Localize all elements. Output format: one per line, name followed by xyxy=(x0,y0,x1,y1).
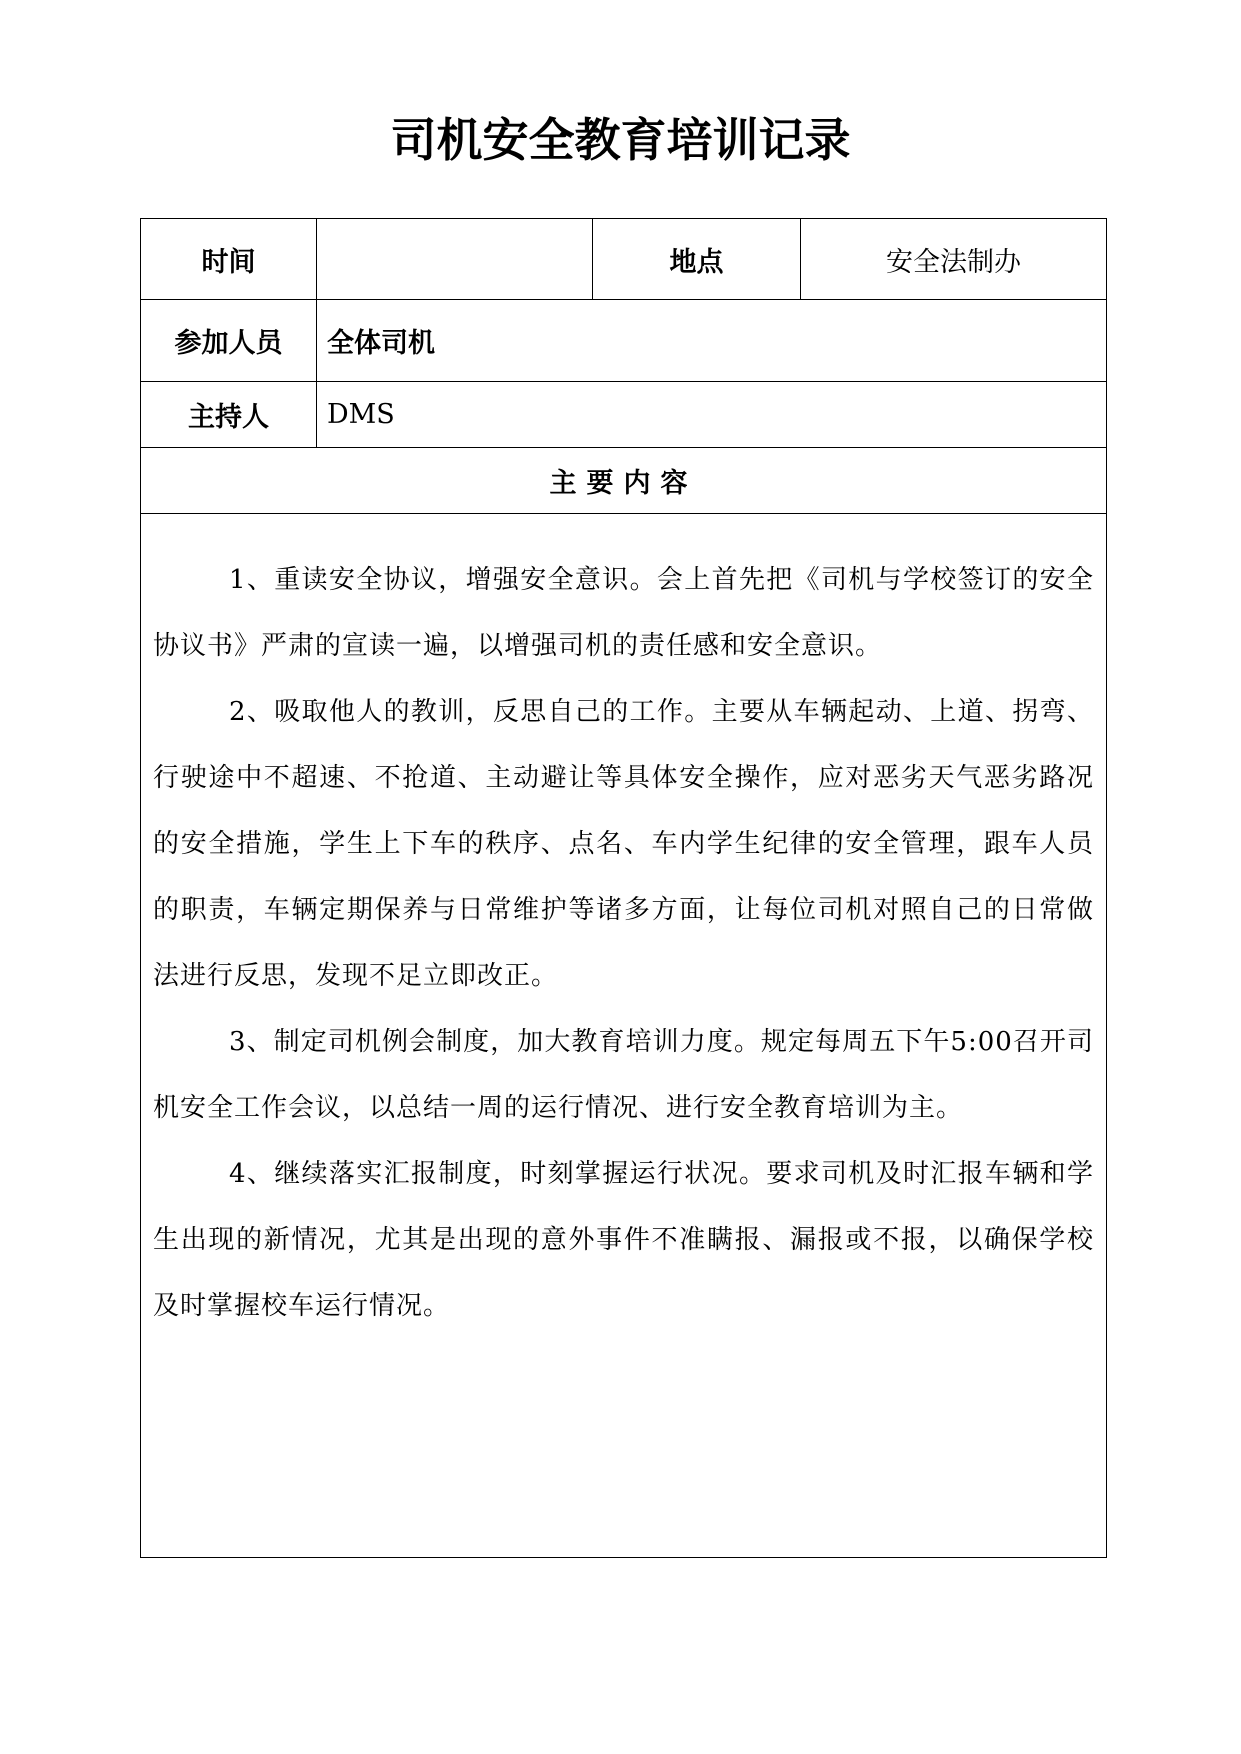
training-record-table xyxy=(140,218,1107,1558)
paragraph-1: 1、重读安全协议，增强安全意识。会上首先把《司机与学校签订的安全协议书》严肃的宣读一遍，以增强司机的责任感和安全意识。 xyxy=(153,565,1094,661)
host-value: DMS xyxy=(317,382,1107,448)
time-value xyxy=(317,219,593,300)
paragraph-2: 2、吸取他人的教训，反思自己的工作。主要从车辆起动、上道、拐弯、行驶途中不超速、不抢道、主动避让等具体安全操作，应对恶劣天气恶劣路况的安全措施，学生上下车的秩序、点名、车内学生纪律的安全管理，跟车人员的职责，车辆定期保养与日常维护等诸多方面，让每位司机对照自己的日常做法进行反思，发现不足立即改正。 xyxy=(153,697,1094,991)
paragraph-4: 4、继续落实汇报制度，时刻掌握运行状况。要求司机及时汇报车辆和学生出现的新情况，尤其是出现的意外事件不准瞒报、漏报或不报，以确保学校及时掌握校车运行情况。 xyxy=(153,1159,1094,1321)
document-title: 司机安全教育培训记录 xyxy=(390,113,851,167)
content-row xyxy=(141,514,1107,1558)
paragraph-3: 3、制定司机例会制度，加大教育培训力度。规定每周五下午5:00召开司机安全工作会议，以总结一周的运行情况、进行安全教育培训为主。 xyxy=(153,1027,1094,1123)
host-label: 主持人 xyxy=(141,382,317,448)
participants-value: 全体司机 xyxy=(317,300,1107,382)
section-header: 主要内容 xyxy=(141,448,1107,514)
time-location-row xyxy=(141,219,1107,300)
host-row xyxy=(141,382,1107,448)
participants-label: 参加人员 xyxy=(141,300,317,382)
location-label: 地点 xyxy=(593,219,801,300)
content-body xyxy=(141,514,1106,1339)
content-cell xyxy=(141,514,1107,1558)
section-header-row xyxy=(141,448,1107,514)
time-label: 时间 xyxy=(141,219,317,300)
participants-row xyxy=(141,300,1107,382)
location-value: 安全法制办 xyxy=(801,219,1107,300)
